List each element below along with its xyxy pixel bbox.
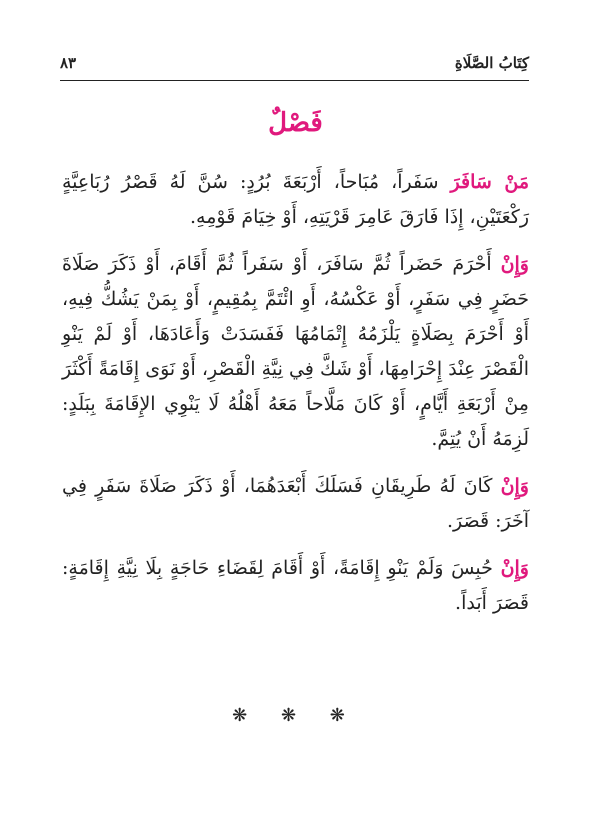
page-number: ٨٣	[60, 54, 77, 72]
paragraph-2	[62, 247, 529, 457]
body-text	[62, 165, 529, 633]
running-head	[60, 52, 529, 78]
paragraph-lead: وَإِنْ	[500, 475, 529, 497]
paragraph-lead: وَإِنْ	[500, 253, 529, 275]
book-title: كِتَابُ الصَّلَاةِ	[454, 54, 529, 72]
paragraph-text: حُبِسَ وَلَمْ يَنْوِ إِقَامَةً، أَوْ أَقَامَ لِقَضَاءِ حَاجَةٍ بِلَا نِيَّةِ إِقَامَةٍ: قَصَرَ أَبَداً.	[62, 557, 529, 614]
paragraph-3	[62, 469, 529, 539]
paragraph-1	[62, 165, 529, 235]
section-separator: ❋ ❋ ❋	[232, 705, 359, 726]
header-divider	[60, 80, 529, 81]
paragraph-text: سَفَراً، مُبَاحاً، أَرْبَعَةَ بُرُدٍ: سُنَّ لَهُ قَصْرُ رُبَاعِيَّةٍ رَكْعَتَيْنِ، إِذَا فَارَقَ عَامِرَ قَرْيَتِهِ، أَوْ خِيَامَ قَوْمِهِ.	[62, 171, 529, 228]
section-title: فَصْلٌ	[268, 108, 323, 138]
paragraph-lead: مَنْ سَافَرَ	[450, 171, 529, 193]
paragraph-4	[62, 551, 529, 621]
paragraph-text: أَحْرَمَ حَضَراً ثُمَّ سَافَرَ، أَوْ سَفَراً ثُمَّ أَقَامَ، أَوْ ذَكَرَ صَلَاةَ حَضَرٍ فِي سَفَرٍ، أَوْ عَكْسُهُ، أَوِ ائْتَمَّ بِمُقِيمٍ، أَوْ بِمَنْ يَشُكُّ فِيهِ، أَوْ أَحْرَمَ بِصَلَاةٍ يَلْزَمُهُ إِتْمَامُهَا فَفَسَدَتْ وَأَعَادَهَا، أَوْ لَمْ يَنْوِ الْقَصْرَ عِنْدَ إِحْرَامِهَا، أَوْ شَكَّ فِي نِيَّةِ الْقَصْرِ، أَوْ نَوَى إِقَامَةً أَكْثَرَ مِنْ أَرْبَعَةِ أَيَّامٍ، أَوْ كَانَ مَلَّاحاً مَعَهُ أَهْلُهُ لَا يَنْوِي الإِقَامَةَ بِبَلَدٍ: لَزِمَهُ أَنْ يُتِمَّ.	[62, 253, 529, 450]
paragraph-text: كَانَ لَهُ طَرِيقَانِ فَسَلَكَ أَبْعَدَهُمَا، أَوْ ذَكَرَ صَلَاةَ سَفَرٍ فِي آخَرَ: قَصَرَ.	[62, 475, 529, 532]
paragraph-lead: وَإِنْ	[500, 557, 529, 579]
